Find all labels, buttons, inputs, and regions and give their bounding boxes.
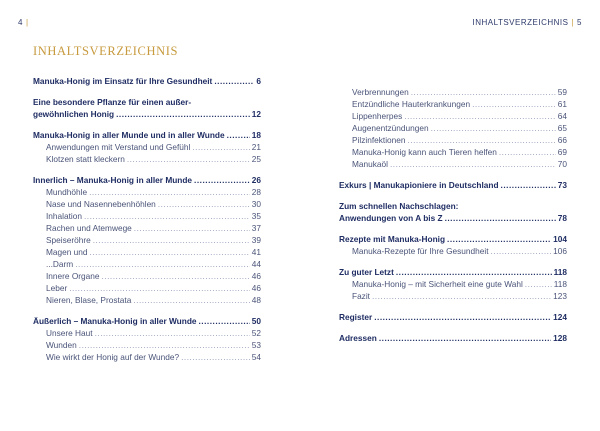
toc-right-column <box>339 86 567 344</box>
toc-subentry[interactable]: Manuka-Rezepte für Ihre Gesundheit ..... 106 <box>339 245 567 257</box>
toc-subentry[interactable]: Manuka-Honig kann auch Tieren helfen ..... 69 <box>339 146 567 158</box>
right-running-header: INHALTSVERZEICHNIS | 5 <box>472 18 582 27</box>
toc-subentry[interactable]: Manukaöl ..... 70 <box>339 158 567 170</box>
toc-entry[interactable]: Manuka-Honig in aller Munde und in aller Wunde ..... 18 <box>33 129 261 141</box>
toc-subentry[interactable]: Klotzen statt kleckern ..... 25 <box>33 153 261 165</box>
page-title: INHALTSVERZEICHNIS <box>33 44 179 58</box>
toc-subentry[interactable]: Unsere Haut ..... 52 <box>33 327 261 339</box>
toc-subentry[interactable]: Nieren, Blase, Prostata ..... 48 <box>33 294 261 306</box>
toc-subentry[interactable]: Speiseröhre ..... 39 <box>33 234 261 246</box>
right-page-number: 5 <box>577 18 582 27</box>
toc-entry[interactable]: Manuka-Honig im Einsatz für Ihre Gesundheit ..... 6 <box>33 75 261 87</box>
left-page-number: 4 | <box>18 18 29 27</box>
toc-subentry[interactable]: Pilzinfektionen ..... 66 <box>339 134 567 146</box>
toc-subentry[interactable]: Anwendungen mit Verstand und Gefühl ..... 21 <box>33 141 261 153</box>
toc-subentry[interactable]: Rachen und Atemwege ..... 37 <box>33 222 261 234</box>
toc-entry[interactable]: Äußerlich – Manuka-Honig in aller Wunde ..... 50 <box>33 315 261 327</box>
toc-subentry[interactable]: Nase und Nasennebenhöhlen ..... 30 <box>33 198 261 210</box>
toc-entry[interactable]: Zu guter Letzt ..... 118 <box>339 266 567 278</box>
toc-subentry[interactable]: Wie wirkt der Honig auf der Wunde? ..... 54 <box>33 351 261 363</box>
toc-subentry[interactable]: Manuka-Honig – mit Sicherheit eine gute Wahl ..... 118 <box>339 278 567 290</box>
toc-subentry[interactable]: Verbrennungen ..... 59 <box>339 86 567 98</box>
toc-entry[interactable]: Adressen ..... 128 <box>339 332 567 344</box>
toc-subentry[interactable]: Leber ..... 46 <box>33 282 261 294</box>
toc-subentry[interactable]: Lippenherpes ..... 64 <box>339 110 567 122</box>
toc-subentry[interactable]: Entzündliche Hauterkrankungen ..... 61 <box>339 98 567 110</box>
toc-entry-multiline[interactable]: Eine besondere Pflanze für einen außer- gewöhnlichen Honig ..... 12 <box>33 96 261 120</box>
toc-entry[interactable]: Register ..... 124 <box>339 311 567 323</box>
toc-subentry[interactable]: Augenentzündungen ..... 65 <box>339 122 567 134</box>
toc-subentry[interactable]: Inhalation ..... 35 <box>33 210 261 222</box>
running-title: INHALTSVERZEICHNIS <box>472 18 569 27</box>
toc-entry[interactable]: Exkurs | Manukapioniere in Deutschland ..... 73 <box>339 179 567 191</box>
toc-subentry[interactable]: ...Darm ..... 44 <box>33 258 261 270</box>
toc-subentry[interactable]: Fazit ..... 123 <box>339 290 567 302</box>
toc-entry[interactable]: Innerlich – Manuka-Honig in aller Munde ..... 26 <box>33 174 261 186</box>
toc-entry[interactable]: Rezepte mit Manuka-Honig ..... 104 <box>339 233 567 245</box>
toc-entry-multiline[interactable]: Zum schnellen Nachschlagen: Anwendungen von A bis Z ..... 78 <box>339 200 567 224</box>
toc-left-column <box>33 75 261 363</box>
toc-subentry[interactable]: Magen und ..... 41 <box>33 246 261 258</box>
toc-subentry[interactable]: Wunden ..... 53 <box>33 339 261 351</box>
toc-entry-line: Zum schnellen Nachschlagen: <box>339 201 459 211</box>
toc-subentry[interactable]: Innere Organe ..... 46 <box>33 270 261 282</box>
toc-subentry[interactable]: Mundhöhle ..... 28 <box>33 186 261 198</box>
toc-entry-line: Eine besondere Pflanze für einen außer- <box>33 97 192 107</box>
